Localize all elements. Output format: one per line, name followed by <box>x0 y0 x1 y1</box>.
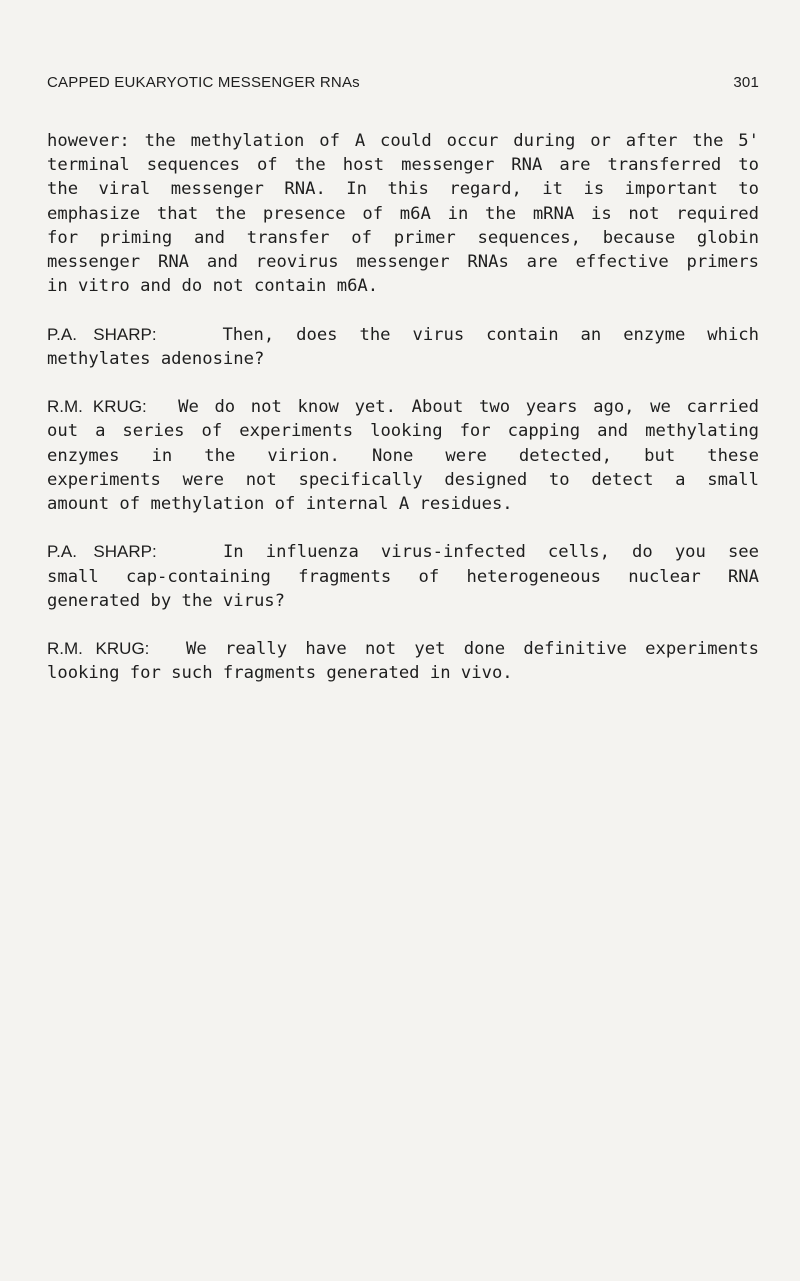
speaker-name: P.A. SHARP: <box>47 324 157 344</box>
text-line: generated by the virus? <box>47 590 285 611</box>
text-line: messenger RNA and reovirus messenger RNAs are effective primers <box>47 252 759 273</box>
text-line: terminal sequences of the host messenger RNA are transferred to <box>47 155 759 176</box>
document-page <box>47 0 759 1281</box>
text-line: Then, does the virus contain an enzyme which <box>222 324 759 345</box>
speaker-name: R.M. KRUG: <box>47 397 147 417</box>
text-line: however: the methylation of A could occur during or after the 5' <box>47 131 759 151</box>
dialogue-paragraph <box>47 395 759 516</box>
text-line: out a series of experiments looking for capping and methylating <box>47 421 759 442</box>
text-line: We do not know yet. About two years ago, we carried <box>178 397 759 418</box>
dialogue-paragraph <box>47 540 759 613</box>
dialogue-paragraph <box>47 323 759 371</box>
body-text <box>47 129 759 710</box>
text-line: for priming and transfer of primer sequences, because globin <box>47 227 759 248</box>
text-line: looking for such fragments generated in vivo. <box>47 663 513 684</box>
text-line: We really have not yet done definitive experiments <box>186 639 760 660</box>
page-number: 301 <box>733 74 759 91</box>
dialogue-paragraph <box>47 637 759 685</box>
text-line: small cap-containing fragments of heterogeneous nuclear RNA <box>47 566 759 587</box>
speaker-name: R.M. KRUG: <box>47 639 150 659</box>
paragraph-continuation <box>47 129 759 298</box>
text-line: in vitro and do not contain m6A. <box>47 276 379 297</box>
text-line: In influenza virus-infected cells, do you see <box>222 542 759 563</box>
speaker-name: P.A. SHARP: <box>47 542 157 562</box>
text-line: enzymes in the virion. None were detected, but these <box>47 445 759 466</box>
text-line: the viral messenger RNA. In this regard, it is important to <box>47 179 759 200</box>
running-title: CAPPED EUKARYOTIC MESSENGER RNAs <box>47 74 360 91</box>
text-line: experiments were not specifically designed to detect a small <box>47 469 759 490</box>
text-line: methylates adenosine? <box>47 348 265 369</box>
text-line: amount of methylation of internal A residues. <box>47 494 513 515</box>
text-line: emphasize that the presence of m6A in the mRNA is not required <box>47 203 759 224</box>
running-header <box>47 74 759 96</box>
